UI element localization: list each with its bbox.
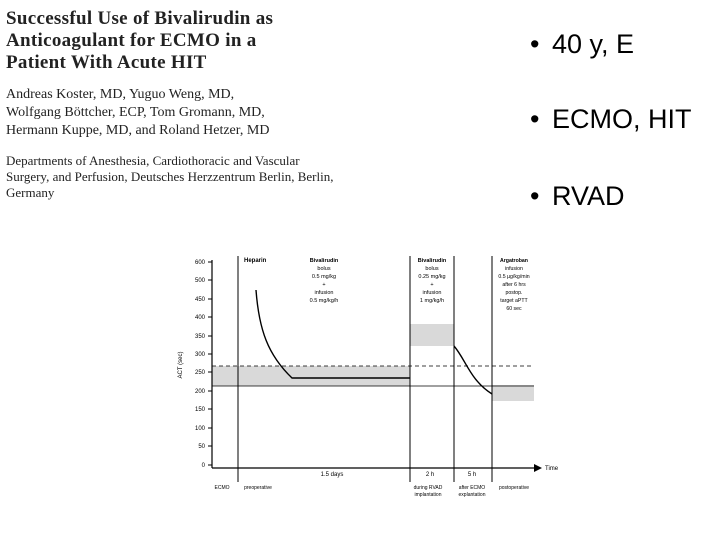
y-tick-label: 100 xyxy=(194,426,205,432)
paper-title-line: Successful Use of Bivalirudin as xyxy=(6,8,274,29)
bullet-item xyxy=(530,104,692,134)
paper-title-line: Patient With Acute HIT xyxy=(6,52,207,73)
svg-text:postop.: postop. xyxy=(505,290,523,296)
bivalirudin-2-label xyxy=(418,258,447,304)
y-tick-label: 300 xyxy=(194,352,205,358)
y-tick-label: 350 xyxy=(194,334,205,340)
time-arrow-icon xyxy=(534,464,542,472)
svg-text:0.25 mg/kg: 0.25 mg/kg xyxy=(418,274,446,280)
after-ecmo-label: explantation xyxy=(458,492,486,498)
affiliation-line: Departments of Anesthesia, Cardiothoracic and Vascular xyxy=(6,153,300,168)
svg-text:0.5 mg/kg: 0.5 mg/kg xyxy=(311,274,337,280)
ecmo-label: ECMO xyxy=(214,485,230,491)
svg-text:60 sec: 60 sec xyxy=(506,306,522,312)
affiliation-line: Surgery, and Perfusion, Deutsches Herzzentrum Berlin, Berlin, xyxy=(6,169,334,184)
svg-text:target aPTT: target aPTT xyxy=(500,298,528,304)
bullet-marker: • xyxy=(530,181,540,211)
svg-text:infusion: infusion xyxy=(505,266,523,272)
svg-text:+: + xyxy=(322,282,326,288)
y-tick-label: 600 xyxy=(194,260,205,266)
author-line: Wolfgang Böttcher, ECP, Tom Gromann, MD, xyxy=(6,105,265,120)
bullet-text: 40 y, E xyxy=(552,29,635,59)
preoperative-label: preoperative xyxy=(244,485,272,491)
svg-text:Argatroban: Argatroban xyxy=(500,258,528,264)
during-rvad-label: implantation xyxy=(414,492,442,498)
y-ticks xyxy=(208,262,212,465)
paper-authors xyxy=(6,86,426,140)
act-curve-bivalirudin-2 xyxy=(454,346,492,394)
svg-text:Bivalirudin: Bivalirudin xyxy=(309,258,339,264)
author-line: Andreas Koster, MD, Yuguo Weng, MD, xyxy=(6,87,235,102)
bottom-phase-labels xyxy=(215,485,530,498)
act-figure xyxy=(170,250,560,502)
y-tick-label: 250 xyxy=(194,370,205,376)
author-line: Hermann Kuppe, MD, and Roland Hetzer, MD xyxy=(6,123,270,138)
y-tick-label: 500 xyxy=(194,278,205,284)
svg-text:+: + xyxy=(430,282,434,288)
svg-text:infusion: infusion xyxy=(314,290,334,296)
after-ecmo-label: after ECMO xyxy=(458,485,486,491)
svg-text:after 6 hrs: after 6 hrs xyxy=(502,282,526,288)
bullet-item xyxy=(530,29,634,59)
bullet-marker: • xyxy=(530,29,540,59)
bullet-marker: • xyxy=(530,104,540,134)
postoperative-label: postoperative xyxy=(498,485,530,491)
paper-title-line: Anticoagulant for ECMO in a xyxy=(6,30,257,51)
time-arrow-label: Time xyxy=(545,466,559,472)
y-tick-label: 0 xyxy=(201,463,205,469)
bivalirudin-1-label xyxy=(310,258,339,304)
bullet-text: RVAD xyxy=(552,181,625,211)
duration-label: 2 h xyxy=(425,472,435,478)
y-tick-labels xyxy=(195,260,206,469)
y-tick-label: 450 xyxy=(194,297,205,303)
duration-label: 5 h xyxy=(467,472,477,478)
svg-text:infusion: infusion xyxy=(422,290,442,296)
svg-text:1 mg/kg/h: 1 mg/kg/h xyxy=(419,298,445,304)
y-tick-label: 150 xyxy=(194,407,205,413)
bullet-text: ECMO, HIT xyxy=(552,104,692,134)
paper-affiliation xyxy=(6,153,426,201)
paper-title xyxy=(6,8,406,74)
svg-text:bolus: bolus xyxy=(317,266,331,272)
y-tick-label: 50 xyxy=(198,444,205,450)
heparin-label: Heparin xyxy=(244,258,267,264)
argatroban-label xyxy=(498,258,529,312)
during-rvad-label: during RVAD xyxy=(413,485,443,491)
target-band-2 xyxy=(410,324,454,346)
svg-text:Bivalirudin: Bivalirudin xyxy=(417,258,447,264)
target-band-3 xyxy=(492,385,534,401)
svg-text:0.5 µg/kg/min: 0.5 µg/kg/min xyxy=(498,274,530,280)
y-tick-label: 200 xyxy=(194,389,205,395)
y-axis-label: ACT (sec) xyxy=(178,351,184,379)
y-tick-label: 400 xyxy=(194,315,205,321)
bullet-item xyxy=(530,181,625,211)
target-band-1 xyxy=(212,366,410,386)
svg-text:bolus: bolus xyxy=(425,266,439,272)
svg-text:0.5 mg/kg/h: 0.5 mg/kg/h xyxy=(309,298,339,304)
duration-label: 1.5 days xyxy=(320,472,344,478)
affiliation-line: Germany xyxy=(6,185,55,200)
